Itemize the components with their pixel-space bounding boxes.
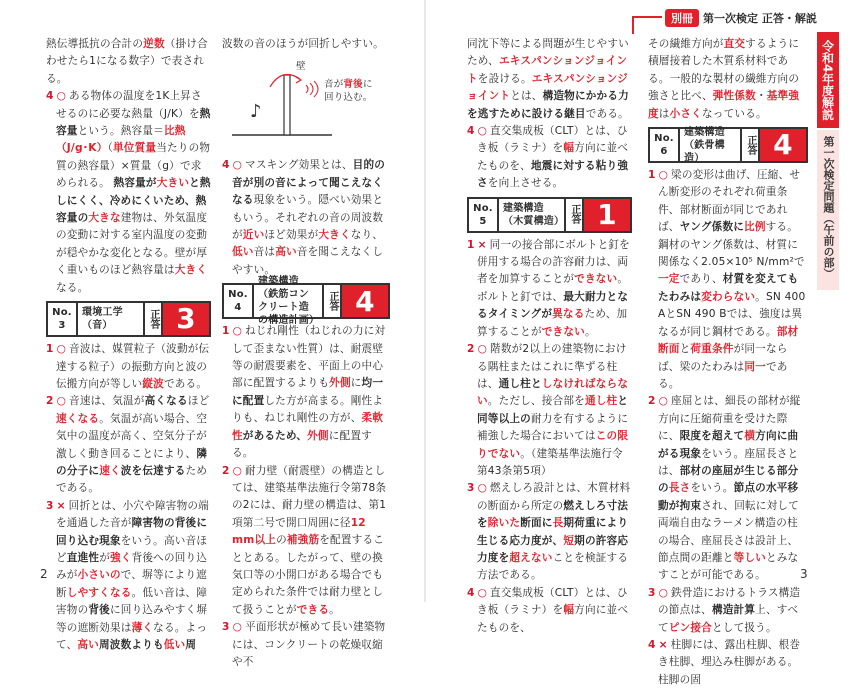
answer-number: 2 xyxy=(648,395,656,408)
music-note-icon: ♪ xyxy=(250,101,262,123)
text: ため、加算することが xyxy=(477,308,628,338)
highlight: 強く xyxy=(109,551,132,564)
highlight: 同一 xyxy=(744,360,766,373)
text: の xyxy=(276,534,287,547)
answer-number: 4 xyxy=(467,125,475,138)
correct-label: 正答 xyxy=(566,199,584,231)
text: 。 xyxy=(584,325,596,338)
bold-text: 均一に配置 xyxy=(232,377,384,407)
bold-text: 期荷重により生じる応力度が、 xyxy=(477,517,629,547)
text: に回り込みやすく塀等の遮断効果は xyxy=(56,604,208,634)
highlight: 小さく xyxy=(669,107,702,120)
highlight: 速く xyxy=(99,464,121,477)
arrow-head xyxy=(296,77,301,83)
text: 梁の変形は曲げ、圧縮、せん断変形のそれぞれ荷重条件、部材断面が同じであれば、 xyxy=(658,169,801,234)
section-number: No. 6 xyxy=(650,129,680,161)
column-4 xyxy=(648,36,808,689)
text: 。（建築基準法施行令第43条第5項） xyxy=(477,447,623,477)
answer-mark: ○ xyxy=(658,169,669,182)
text: 。SN 400 AとSN 490 Bでは、強度は異なるが同じ鋼材である。 xyxy=(658,290,806,338)
text: 音波は、媒質粒子（波動が伝達する粒子）の振動方向と波の伝搬方向が等しい xyxy=(56,343,210,390)
text: が同一ならば、梁のたわみは xyxy=(658,343,788,373)
side-tab-year: 令和4年度解説 xyxy=(817,32,839,128)
text: ある物体の温度を1K上昇させるのに必要な熱量（J/K）を xyxy=(56,90,202,120)
highlight: 幅 xyxy=(563,142,575,155)
highlight: 通し柱 xyxy=(584,395,618,408)
answer-4 xyxy=(648,637,808,689)
header-title: 第一次検定 正答・解説 xyxy=(703,12,817,25)
highlight: 近い xyxy=(242,229,265,242)
highlight: 大きく xyxy=(318,229,351,242)
bold-text: 限度を超えて xyxy=(679,430,745,443)
answer-number: 2 xyxy=(467,343,475,356)
answer-3 xyxy=(222,619,390,671)
text: それぞれの音の周波数が xyxy=(232,211,384,242)
highlight: 幅 xyxy=(563,604,575,617)
correct-label: 正答 xyxy=(742,129,760,161)
text: 同沈下等による問題が生じやすいため、 xyxy=(467,38,629,68)
text: であり、 xyxy=(679,273,723,286)
diffraction-figure xyxy=(222,55,392,151)
answer-1 xyxy=(222,323,390,462)
section-number: No. 5 xyxy=(469,199,499,231)
highlight: 長さ xyxy=(668,482,691,495)
text: （ xyxy=(107,142,113,155)
section-title: 建築構造（鉄骨構造） xyxy=(680,129,742,161)
answer-mark: ○ xyxy=(232,621,243,634)
answer-1 xyxy=(467,237,632,341)
text: 方向に並べたものを、 xyxy=(477,604,629,634)
highlight: ピン接合 xyxy=(668,621,712,634)
highlight: できる xyxy=(296,603,330,616)
answer-mark: × xyxy=(56,499,66,512)
text: なっている。 xyxy=(701,107,767,120)
section-title: 建築構造（鉄筋コンクリート造の構造計画） xyxy=(254,285,324,317)
bold-text: と熱しにくく、冷めにくいため、熱容量の xyxy=(56,177,211,225)
bold-text: 断面に xyxy=(520,517,553,530)
text: 直交集成板（CLT）とは、ひき板（ラミナ）を xyxy=(477,125,628,155)
paragraph xyxy=(46,36,211,88)
book-spine xyxy=(424,0,426,602)
bold-text: 障害物の背後に回り込む現象 xyxy=(56,517,208,547)
text: を配置することとある。したがって、壁の換気口等の小開口がある場合でも定められた条件では耐力壁として扱うことが xyxy=(232,534,385,616)
highlight: 外側 xyxy=(307,429,329,442)
answer-mark: ○ xyxy=(658,586,669,599)
text: とは、 xyxy=(510,90,543,103)
text: なり、 xyxy=(350,229,384,242)
text: ほど効果が xyxy=(264,229,319,242)
bold-text: 方向に曲がる現象 xyxy=(658,430,799,460)
highlight: しやすくなる xyxy=(66,586,132,599)
highlight: 薄く xyxy=(131,621,154,634)
answer-number: 3 xyxy=(46,499,54,512)
text: である。 xyxy=(163,377,208,390)
bold-text: 燃えしろ寸法を xyxy=(477,499,629,530)
bold-text: ヤング係数に xyxy=(679,221,745,234)
text: マスキング効果とは、 xyxy=(245,159,353,172)
bold-text: 最大耐力となるタイミングが xyxy=(477,290,629,321)
text: 回折とは、小穴や障害物の端を通過した音が xyxy=(56,499,209,530)
answer-1 xyxy=(46,341,211,393)
text: ためである。 xyxy=(56,464,208,495)
highlight: 異なる xyxy=(552,308,585,321)
highlight: 柔軟性 xyxy=(232,412,384,442)
correct-answer: 4 xyxy=(342,285,388,317)
section-title: 建築構造（木質構造） xyxy=(499,199,566,231)
highlight: 等しい xyxy=(733,551,766,564)
text: 柱脚には、露出柱脚、根巻き柱脚、埋込み柱脚がある。柱脚の固 xyxy=(658,639,801,686)
text: に xyxy=(350,377,362,390)
answer-mark: ○ xyxy=(232,464,243,477)
highlight: 小さいの xyxy=(77,569,121,582)
highlight: 弾性係数 xyxy=(712,90,756,103)
bold-text: 周波数よりも xyxy=(98,639,164,651)
text: 上、すべて xyxy=(658,604,799,634)
highlight: 直交 xyxy=(723,38,746,50)
text: するように積層接着した木質系材料である。一般的な製材の繊維方向の強さと比べ、 xyxy=(648,38,800,103)
bold-text: 期の許容応力度を xyxy=(477,534,629,564)
bold-text: 熱容量 xyxy=(56,107,211,138)
correct-answer: 4 xyxy=(760,129,806,161)
text: を設ける。 xyxy=(477,72,532,85)
answer-number: 1 xyxy=(648,169,656,182)
text: 音速は、気温が xyxy=(69,395,145,408)
highlight: 高い xyxy=(77,639,99,651)
column-2 xyxy=(222,36,390,671)
column-3 xyxy=(467,36,632,637)
text: 鉄骨造におけるトラス構造の節点は、 xyxy=(658,586,801,617)
bold-text: と同等以上の xyxy=(477,395,629,425)
text: （掛け合わせたら1になる数字）で表される。 xyxy=(46,38,208,85)
bold-text: 高くなる xyxy=(144,395,188,408)
answer-number: 1 xyxy=(467,238,475,251)
highlight: 低い xyxy=(232,246,254,259)
highlight: 背後 xyxy=(343,79,363,91)
text: され、回転に対して両端自由なラーメン構造の柱の場合、座屈長さは設計上、節点間の距離と xyxy=(658,499,799,564)
bold-text: 目的の音が別の音によって聞こえなくなる xyxy=(232,159,386,207)
text: 熱伝導抵抗の合計の xyxy=(46,38,144,50)
answer-mark: ○ xyxy=(56,90,67,103)
highlight: 横 xyxy=(744,430,756,443)
text: 方向に並べたものを、 xyxy=(477,142,629,172)
answer-number: 4 xyxy=(648,639,656,651)
bold-text: 構造計算 xyxy=(711,604,756,617)
correct-answer: 1 xyxy=(584,199,630,231)
highlight: 超えない xyxy=(509,551,553,564)
text: ・ xyxy=(755,90,767,103)
text: 直交集成板（CLT）とは、ひき板（ラミナ）を xyxy=(477,586,628,617)
text: 。気温が高い場合、空気中の温度が高く、空気分子が激しく動き回ることにより、 xyxy=(56,412,208,460)
text: 燃えしろ設計とは、木質材料の断面から所定の xyxy=(477,482,631,512)
page-number-right: 3 xyxy=(800,567,808,581)
bold-text: 周 xyxy=(185,639,197,651)
text: 音は xyxy=(253,246,276,259)
text: ねじれ剛性（ねじれの力に対して歪まない性質）は、耐震壁等の耐震要素を、平面上の中心部に配置するよりも xyxy=(232,325,386,390)
paragraph xyxy=(467,36,632,123)
text: 背後への回り込みが xyxy=(56,551,208,582)
highlight: 単位質量 xyxy=(113,142,157,155)
answer-mark: ○ xyxy=(56,343,67,356)
answer-3 xyxy=(648,585,808,637)
text: 耐力壁（耐震壁）の構造としては、建築基準法施行令第78条の2には、耐力壁の構造は、第1項第二号で開口周囲に径 xyxy=(232,464,387,529)
wall-label: 壁 xyxy=(296,61,306,73)
text: 音が xyxy=(324,79,344,91)
highlight: 部材断面 xyxy=(658,325,799,356)
text: をいう。座屈長さとは、 xyxy=(658,447,799,477)
highlight: 補強筋 xyxy=(286,534,320,547)
highlight: この限りでない xyxy=(477,430,629,460)
answer-number: 2 xyxy=(46,395,54,408)
highlight: できない xyxy=(541,325,585,338)
answer-3 xyxy=(467,480,632,584)
answer-mark: × xyxy=(658,639,668,651)
text: なる。よって、 xyxy=(56,621,208,651)
answer-number: 1 xyxy=(222,325,230,338)
highlight: 比熱（J/g･K） xyxy=(56,125,186,155)
answer-mark: × xyxy=(477,238,487,251)
highlight: 低い xyxy=(163,639,186,651)
answer-number: 3 xyxy=(222,621,230,634)
bold-text: 部材の座屈が生じる部分の xyxy=(658,464,799,495)
section-number: No. 4 xyxy=(224,285,254,317)
bold-text: 熱容量が xyxy=(113,177,157,190)
text: と xyxy=(679,343,691,356)
header-badge: 別冊 xyxy=(665,9,699,27)
caption-line-2: 回り込む。 xyxy=(324,92,373,104)
highlight: 大きな xyxy=(88,212,121,225)
text: 座屈とは、細長の部材が縦方向に圧縮荷重を受けた際に、 xyxy=(658,395,801,443)
bold-text: があるため、 xyxy=(242,429,308,442)
correct-answer: 3 xyxy=(163,303,209,335)
text: する。鋼材のヤング係数は、材質に関係なく2.05×10⁵ N/mm²で xyxy=(658,221,805,269)
section-header-no6 xyxy=(648,127,808,163)
section-number: No. 3 xyxy=(48,303,78,335)
text: ことを検証する方法である。 xyxy=(477,551,629,582)
highlight: 12 mm以上 xyxy=(232,516,366,547)
answer-4 xyxy=(222,157,390,279)
section-header-no5 xyxy=(467,197,632,233)
column-1 xyxy=(46,36,211,654)
text: 。低い音は、障害物の xyxy=(56,586,208,617)
correct-label: 正答 xyxy=(145,303,163,335)
text: を向上させる。 xyxy=(487,177,564,190)
highlight: 縦波 xyxy=(142,377,164,390)
answer-2 xyxy=(467,341,632,480)
text: 波数の音のほうが回折しやすい。 xyxy=(222,38,384,50)
text: 建物は、外気温度の変動に対する室内温度の変動が穏やかな変化となる。壁が厚く重いものほど熱容量は xyxy=(56,212,208,277)
text: 。 xyxy=(329,603,340,616)
bold-text: 通し柱と xyxy=(498,377,542,390)
highlight: 逆数 xyxy=(143,38,165,50)
highlight: エキスパンションジョイント xyxy=(467,55,628,85)
answer-number: 4 xyxy=(46,90,54,103)
answer-4 xyxy=(46,88,211,297)
sound-wave-icon xyxy=(306,81,318,97)
answer-3 xyxy=(46,498,211,655)
highlight: 大きい xyxy=(156,177,190,190)
bold-text: 直進性 xyxy=(66,551,100,564)
highlight: 比例 xyxy=(744,221,766,234)
section-title: 環境工学（音） xyxy=(78,303,145,335)
text: 耐力を有するように補強した場合においては xyxy=(477,412,629,443)
text: 同一の接合部にボルトと釘を併用する場合の許容耐力は、両者を加算することが xyxy=(477,238,630,286)
text: をいう。高い音ほど xyxy=(56,534,208,564)
answer-2 xyxy=(648,393,808,584)
text: に配置する。 xyxy=(232,429,372,460)
bold-text: 地震に対する粘り強さ xyxy=(477,159,629,190)
text: が xyxy=(99,551,110,564)
bold-text: 構造物にかかる力を逃すために設ける継目 xyxy=(467,90,629,120)
header-accent-line xyxy=(632,16,662,34)
answer-mark: ○ xyxy=(232,325,243,338)
answer-4 xyxy=(467,123,632,193)
bold-text: 隣の分子に xyxy=(56,447,208,477)
highlight: 外側 xyxy=(329,377,351,390)
text: 階数が2以上の建築物における隅柱またはこれに準ずる柱は、 xyxy=(477,343,627,390)
text: 音を聞こえなくしやすい。 xyxy=(232,246,384,276)
text: として扱う。 xyxy=(711,621,777,634)
answer-number: 1 xyxy=(46,343,54,356)
highlight: 除いた xyxy=(487,517,521,530)
text: した方が高まる。剛性よりも、ねじれ剛性の方が、 xyxy=(232,394,384,425)
answer-number: 4 xyxy=(467,586,475,599)
text: とみなすことが可能である。 xyxy=(658,551,799,582)
highlight: 短 xyxy=(563,534,575,547)
side-tab-exam: 第一次検定問題（午前の部） xyxy=(817,130,839,290)
highlight: 一定 xyxy=(658,273,680,286)
wall-shape xyxy=(284,75,290,135)
highlight: 荷重条件 xyxy=(690,343,734,356)
paragraph xyxy=(222,36,390,53)
text: 当たりの物質の熱容量）×質量（g）で求められる。 xyxy=(56,142,211,190)
highlight: しなければならない xyxy=(477,377,629,408)
caption-line-1 xyxy=(324,79,373,91)
highlight: できない xyxy=(574,273,618,286)
answer-number: 3 xyxy=(648,586,656,599)
bold-text: 背後 xyxy=(88,604,110,617)
answer-mark: ○ xyxy=(477,343,488,356)
answer-number: 3 xyxy=(467,482,475,495)
answer-mark: ○ xyxy=(477,125,488,138)
bold-text: 節点の水平移動が拘束 xyxy=(658,482,799,512)
answer-2 xyxy=(222,463,390,620)
answer-number: 2 xyxy=(222,464,230,477)
bold-text: 材質を変えてもたわみは xyxy=(658,273,799,303)
answer-mark: ○ xyxy=(232,159,243,172)
text: その繊維方向が xyxy=(648,38,724,50)
answer-mark: ○ xyxy=(477,482,488,495)
text: である。 xyxy=(585,107,629,120)
highlight: 高い xyxy=(275,246,297,259)
answer-mark: ○ xyxy=(658,395,669,408)
answer-mark: ○ xyxy=(477,586,488,599)
text: に xyxy=(362,79,373,91)
text: で、塀等により遮断 xyxy=(56,569,207,599)
highlight: 基準強度 xyxy=(648,90,800,120)
text: をいう。 xyxy=(690,482,734,495)
highlight: 速くなる xyxy=(56,412,100,425)
page-number-left: 2 xyxy=(40,567,48,581)
answer-mark: ○ xyxy=(56,395,67,408)
text: という。熱容量＝ xyxy=(77,125,164,138)
header xyxy=(665,8,817,28)
bold-text: 波を伝達する xyxy=(120,464,186,477)
highlight: 大きく xyxy=(174,264,208,277)
text: ほど xyxy=(187,395,210,408)
answer-1 xyxy=(648,167,808,393)
answer-4b xyxy=(467,585,632,637)
text: 平面形状が極めて長い建築物には、コンクリートの乾燥収縮や不 xyxy=(232,621,386,668)
text: 現象をいう。隠べい効果ともいう。 xyxy=(232,194,384,224)
answer-number: 4 xyxy=(222,159,230,172)
correct-label: 正答 xyxy=(324,285,342,317)
section-header-no4 xyxy=(222,276,390,327)
text: なる。 xyxy=(56,281,89,294)
answer-2 xyxy=(46,393,211,497)
section-header-no3 xyxy=(46,301,211,337)
text: である。 xyxy=(658,360,788,390)
text: 。ボルトと釘では、 xyxy=(477,273,629,303)
text: は xyxy=(658,107,670,120)
highlight: エキスパンションジョイント xyxy=(467,72,628,103)
highlight: 長 xyxy=(552,517,564,530)
paragraph xyxy=(648,36,808,123)
highlight: 変わらない xyxy=(701,290,756,303)
text: 。ただし、接合部を xyxy=(487,395,585,408)
